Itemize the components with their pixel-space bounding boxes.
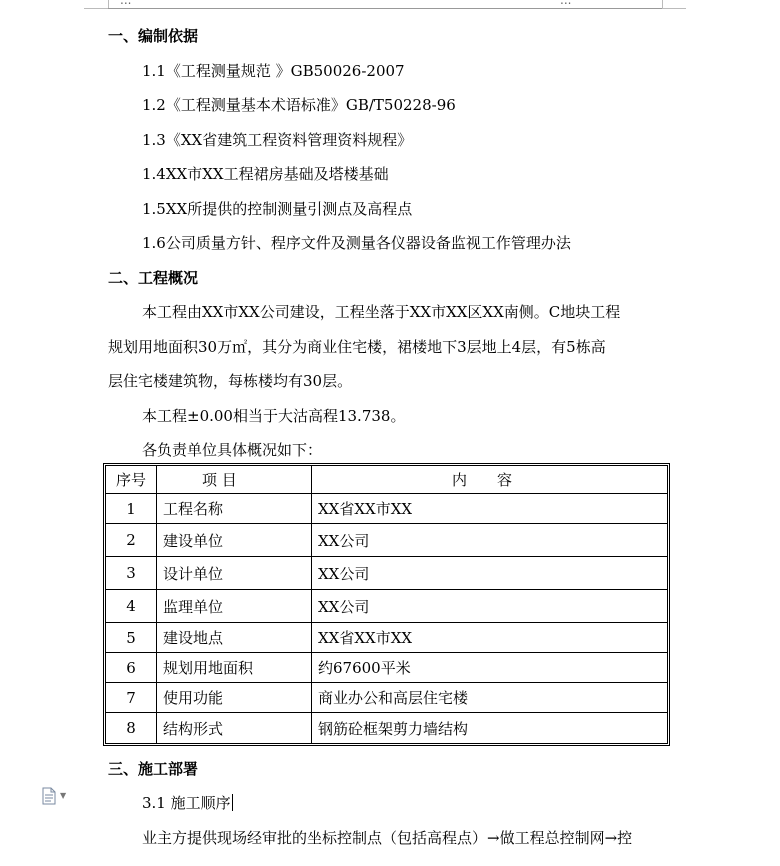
table-row xyxy=(106,683,667,713)
table-row xyxy=(106,590,667,623)
row-content: XX公司 xyxy=(312,590,667,623)
page-corner-left xyxy=(84,0,108,9)
row-content: XX公司 xyxy=(312,524,667,557)
row-no: 7 xyxy=(106,683,157,713)
row-item: 规划用地面积 xyxy=(157,653,312,683)
header-item: 项 目 xyxy=(157,466,312,494)
row-no: 8 xyxy=(106,713,157,743)
table-row xyxy=(106,494,667,524)
overview-paragraph-line: 规划用地面积30万㎡，其分为商业住宅楼，裙楼地下3层地上4层，有5栋高 xyxy=(108,338,606,356)
row-item: 监理单位 xyxy=(157,590,312,623)
table-row xyxy=(106,557,667,590)
section-2-title: 二、工程概况 xyxy=(108,269,199,287)
header-fragment-left: ... xyxy=(120,0,132,7)
page-corner-right xyxy=(662,0,686,9)
row-no: 1 xyxy=(106,494,157,524)
row-content: XX省XX市XX xyxy=(312,494,667,524)
row-content: XX省XX市XX xyxy=(312,623,667,653)
basis-item: 1.5XX所提供的控制测量引测点及高程点 xyxy=(142,200,413,218)
header-no: 序号 xyxy=(106,466,157,494)
header-fragment-right: ... xyxy=(560,0,572,7)
header-content: 内 容 xyxy=(312,466,667,494)
row-item: 使用功能 xyxy=(157,683,312,713)
table-row xyxy=(106,653,667,683)
row-no: 5 xyxy=(106,623,157,653)
basis-item: 1.4XX市XX工程裙房基础及塔楼基础 xyxy=(142,165,389,183)
row-no: 6 xyxy=(106,653,157,683)
page-margin-mark xyxy=(662,0,663,8)
row-content: 商业办公和高层住宅楼 xyxy=(312,683,667,713)
chevron-down-icon[interactable]: ▼ xyxy=(60,791,67,800)
row-content: XX公司 xyxy=(312,557,667,590)
row-content: 约67600平米 xyxy=(312,653,667,683)
row-item: 设计单位 xyxy=(157,557,312,590)
section-1-title: 一、编制依据 xyxy=(108,27,199,45)
row-item: 结构形式 xyxy=(157,713,312,743)
project-info-table xyxy=(103,463,670,746)
construction-sequence-label: 3.1 施工顺序 xyxy=(142,794,231,812)
table-header-row xyxy=(106,466,667,494)
overview-paragraph-line: 层住宅楼建筑物，每栋楼均有30层。 xyxy=(108,372,353,390)
page-margin-mark xyxy=(108,0,109,8)
basis-item: 1.1《工程测量规范 》GB50026-2007 xyxy=(142,62,405,80)
row-no: 3 xyxy=(106,557,157,590)
overview-paragraph-line: 本工程由XX市XX公司建设，工程坐落于XX市XX区XX南侧。C地块工程 xyxy=(142,303,621,321)
table-row xyxy=(106,524,667,557)
row-content: 钢筋砼框架剪力墙结构 xyxy=(318,719,469,738)
table-row xyxy=(106,713,667,743)
row-item: 工程名称 xyxy=(157,494,312,524)
row-no: 2 xyxy=(106,524,157,557)
construction-sequence-heading[interactable] xyxy=(142,792,233,813)
table-row xyxy=(106,623,667,653)
basis-item: 1.6公司质量方针、程序文件及测量各仪器设备监视工作管理办法 xyxy=(142,234,571,252)
row-item: 建设地点 xyxy=(157,623,312,653)
sequence-paragraph-line: 业主方提供现场经审批的坐标控制点（包括高程点）→做工程总控制网→控 xyxy=(142,829,633,847)
row-no: 4 xyxy=(106,590,157,623)
basis-item: 1.3《XX省建筑工程资料管理资料规程》 xyxy=(142,131,413,149)
elevation-paragraph: 本工程±0.00相当于大沽高程13.738。 xyxy=(142,407,406,425)
text-cursor xyxy=(232,794,233,811)
header-line xyxy=(108,8,662,9)
section-3-title: 三、施工部署 xyxy=(108,760,199,778)
row-item: 建设单位 xyxy=(157,524,312,557)
units-intro: 各负责单位具体概况如下： xyxy=(142,441,323,459)
basis-item: 1.2《工程测量基本术语标准》GB/T50228-96 xyxy=(142,96,456,114)
paste-options-icon[interactable] xyxy=(42,787,56,805)
